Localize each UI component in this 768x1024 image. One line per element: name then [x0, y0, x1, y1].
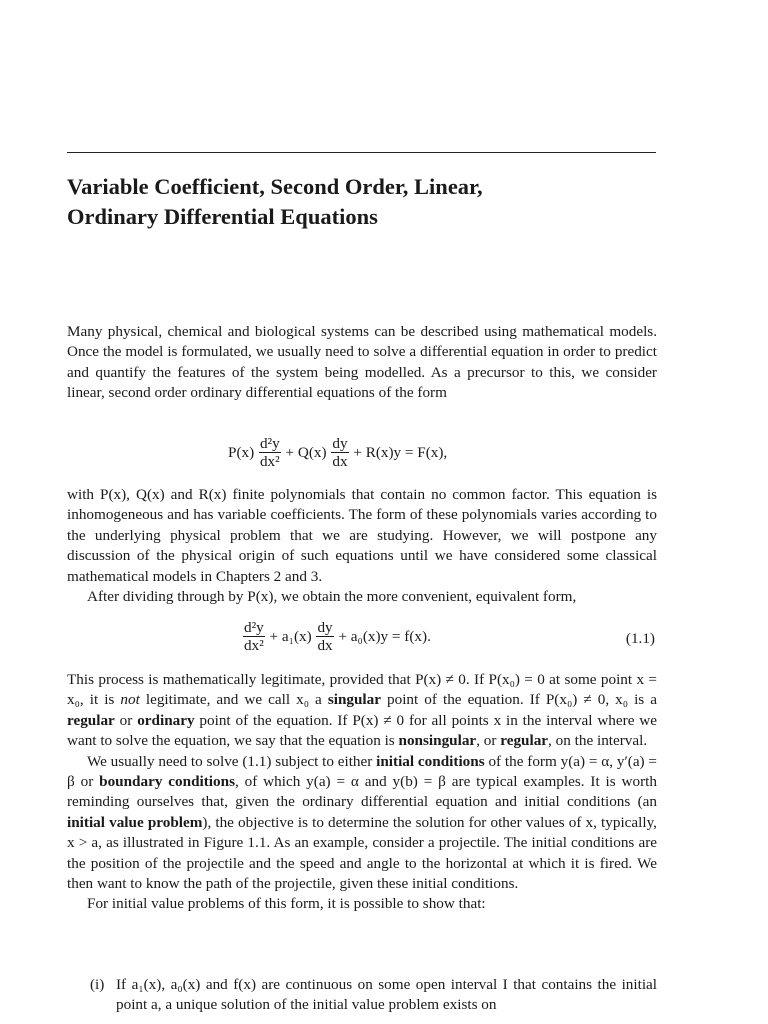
p4-a2: legitimate, and we call x₀ a [139, 691, 328, 709]
top-rule [67, 152, 656, 153]
eq1-frac1-denominator: dx² [259, 453, 280, 470]
p5-c: , of which y(a) = α and y(b) = β are typical examples. It is worth reminding ourselves that, given the ordinary differential equation and initial conditions (an [67, 773, 657, 811]
eq1-frac1-numerator: d²y [259, 435, 280, 452]
term-nonsingular: nonsingular [398, 732, 477, 750]
eq1-tail: + R(x)y = F(x), [353, 443, 448, 461]
paragraph-legitimacy-text [67, 670, 657, 752]
eq1-frac2-numerator: dy [332, 435, 348, 452]
term-ordinary: ordinary [137, 711, 195, 729]
eq2-frac1-denominator: dx² [244, 637, 264, 654]
list-item: If a₁(x), a₀(x) and f(x) are continuous on some open interval I that contains the initial point a, a unique solution of the initial value problem exists on [116, 976, 657, 1014]
eq1-lead: P(x) [228, 443, 255, 461]
term-regular: regular [67, 711, 115, 729]
list-marker: (i) [90, 976, 105, 993]
eq1-frac2-denominator: dx [332, 453, 348, 470]
p5-b: of the form y(a) = α, y′(a) = β or [67, 752, 658, 791]
term-initial-conditions: initial conditions [376, 752, 485, 770]
conditions-list [90, 975, 657, 1016]
chapter-title-line-2: Ordinary Differential Equations [67, 204, 378, 229]
p4-not: not [120, 691, 140, 709]
eq1-fraction-second-derivative [259, 436, 281, 471]
term-regular-2: regular [500, 732, 549, 750]
eq2-frac2-numerator: dy [317, 619, 333, 636]
eq2-tail: + a₀(x)y = f(x). [338, 627, 431, 645]
paragraph-ivp-intro: For initial value problems of this form, it is possible to show that: [87, 895, 486, 913]
p4-b: point of the equation. If P(x₀) ≠ 0, x₀ is a [380, 691, 657, 709]
paragraph-dividing: After dividing through by P(x), we obtain the more convenient, equivalent form, [87, 588, 577, 606]
eq2-frac2-denominator: dx [317, 637, 333, 654]
p4-a: This process is mathematically legitimate, provided that P(x) ≠ 0. If P(x₀) = 0 at some point x = x₀, it is [67, 671, 657, 709]
chapter-title [67, 172, 667, 232]
eq1-fraction-first-derivative [331, 436, 348, 471]
eq2-fraction-first-derivative [316, 620, 333, 655]
paragraph-intro: Many physical, chemical and biological systems can be described using mathematical models. Once the model is formulated, we usually need to solve a differential equation in order to predict and quantify the features of the system being modelled. As a precursor to this, we consider linear, second order ordinary differential equations of the form [67, 323, 657, 402]
paragraph-polynomials [67, 485, 657, 607]
p4-d: point of the equation. If P(x) ≠ 0 for all points x in the interval where we want to solve the equation, we say that the equation is [67, 711, 657, 750]
term-boundary-conditions: boundary conditions [99, 773, 235, 791]
equation-number: (1.1) [625, 630, 655, 647]
p5-d: ), the objective is to determine the solution for other values of x, typically, x > a, as illustrated in Figure 1.1. As an example, consider a projectile. The initial conditions are the position of the projectile and the speed and angle to the horizontal at which it is fired. We then want to know the path of the projectile, given these initial conditions. [67, 813, 657, 893]
eq2-fraction-second-derivative [243, 620, 265, 655]
eq2-middle: + a₁(x) [269, 627, 312, 645]
eq1-middle: + Q(x) [285, 443, 327, 461]
paragraph-conditions [67, 752, 657, 895]
p4-f: , on the interval. [548, 732, 648, 750]
eq2-frac1-numerator: d²y [244, 619, 264, 636]
term-initial-value-problem: initial value problem [67, 813, 203, 831]
p4-e: , or [476, 732, 501, 750]
paragraph-legitimacy [67, 670, 657, 915]
term-singular: singular [327, 691, 381, 709]
p4-c: or [114, 711, 138, 729]
p5-a: We usually need to solve (1.1) subject to either [87, 752, 377, 770]
chapter-title-line-1: Variable Coefficient, Second Order, Linear, [67, 174, 483, 199]
paragraph-polynomials-text: with P(x), Q(x) and R(x) finite polynomials that contain no common factor. This equation is inhomogeneous and has variable coefficients. The form of these polynomials varies according to the underlying physical problem that we are studying. However, we will postpone any discussion of the physical origin of such equations until we have considered some classical mathematical models in Chapters 2 and 3. [67, 486, 657, 585]
